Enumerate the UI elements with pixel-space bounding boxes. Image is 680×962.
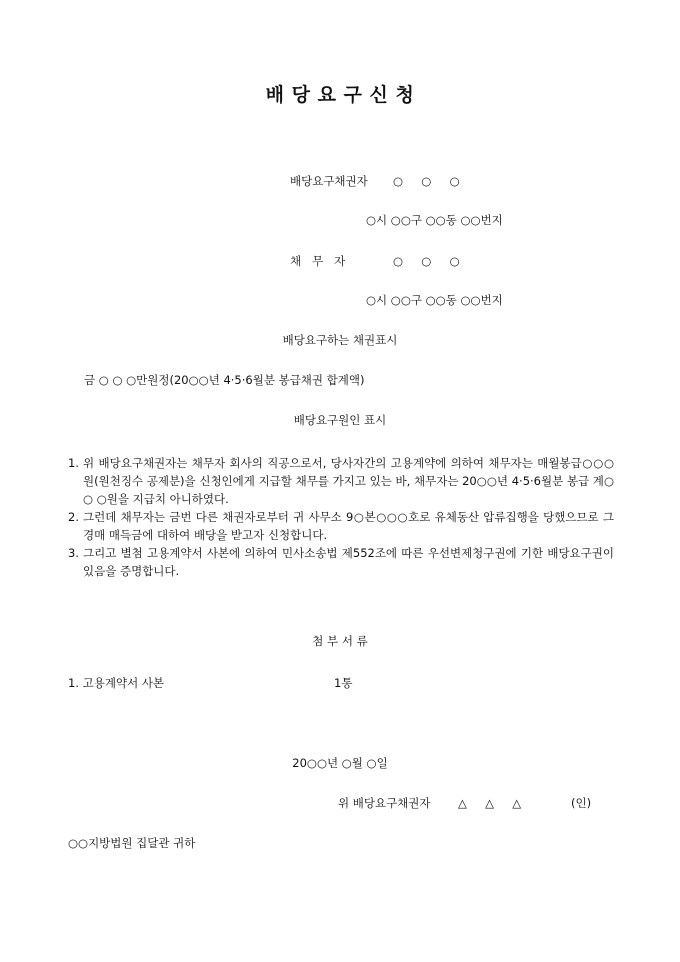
document-title: 배 당 요 구 신 청 bbox=[265, 84, 415, 106]
signature-seal: (인) bbox=[571, 796, 592, 810]
addressee: ○○지방법원 집달관 귀하 bbox=[68, 836, 196, 850]
document-date: 20○○년 ○월 ○일 bbox=[292, 756, 388, 770]
attachment-item: 1. 고용계약서 사본 bbox=[68, 676, 165, 690]
creditor-name: ○ ○ ○ bbox=[393, 174, 460, 188]
reason-number: 1. bbox=[68, 456, 79, 470]
signature-name: △ △ △ bbox=[458, 796, 522, 810]
reason-text: 그런데 채무자는 금번 다른 채권자로부터 귀 사무소 9○본○○○호로 유체동산 압류집행을 당했으므로 그 경매 매득금에 대하여 배당을 받고자 신청합니다. bbox=[83, 510, 614, 542]
reason-text: 그리고 별첨 고용계약서 사본에 의하여 민사소송법 제552조에 따른 우선변제청구권에 기한 배당요구권이 있음을 증명합니다. bbox=[83, 546, 614, 578]
reason-item bbox=[68, 454, 614, 508]
attachment-quantity: 1통 bbox=[334, 676, 353, 690]
reason-number: 2. bbox=[68, 510, 79, 524]
reason-item bbox=[68, 508, 614, 544]
creditor-address: ○시 ○○구 ○○동 ○○번지 bbox=[366, 213, 503, 227]
debtor-address: ○시 ○○구 ○○동 ○○번지 bbox=[366, 293, 503, 307]
attachments-heading: 첨 부 서 류 bbox=[312, 634, 368, 648]
claim-text: 금 ○ ○ ○만원정(20○○년 4·5·6월분 봉급채권 합계액) bbox=[84, 373, 365, 387]
reason-heading: 배당요구원인 표시 bbox=[293, 413, 387, 427]
signature-label: 위 배당요구채권자 bbox=[338, 796, 431, 810]
reason-list bbox=[68, 454, 614, 580]
reason-text: 위 배당요구채권자는 채무자 회사의 직공으로서, 당사자간의 고용계약에 의하여 채무자는 매월봉급○○○원(원천징수 공제분)을 신청인에게 지급할 채무를 가지고 있는 바, 채무자는 20○○년 4·5·6월분 봉급 계○ ○ ○원을 지급치 아니하였다. bbox=[83, 456, 614, 506]
debtor-label: 채 무 자 bbox=[290, 254, 346, 268]
debtor-name: ○ ○ ○ bbox=[393, 254, 460, 268]
reason-number: 3. bbox=[68, 546, 79, 560]
reason-item bbox=[68, 544, 614, 580]
claim-heading: 배당요구하는 채권표시 bbox=[282, 333, 398, 347]
creditor-label: 배당요구채권자 bbox=[290, 174, 368, 188]
